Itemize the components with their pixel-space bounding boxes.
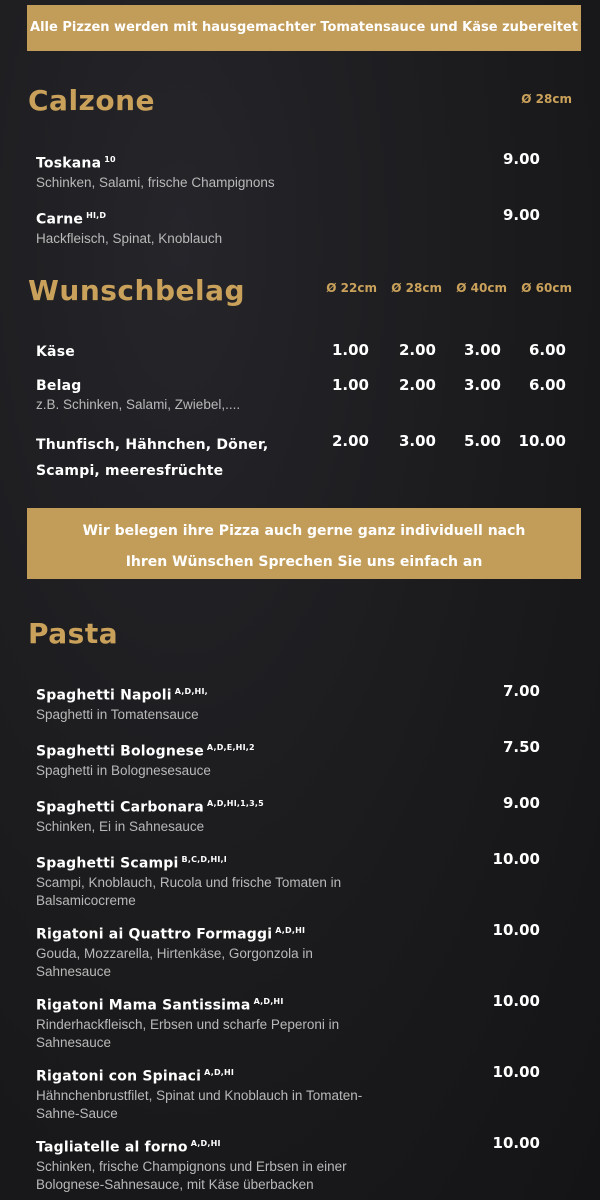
section-title-wunschbelag: Wunschbelag xyxy=(28,274,246,307)
size-header-28: Ø 28cm xyxy=(391,281,442,295)
calzone-size-header: Ø 28cm xyxy=(521,92,572,106)
topping-price: 5.00 xyxy=(463,432,501,450)
item-name: Toskana $^{10}$ xyxy=(36,155,116,172)
menu-item xyxy=(36,682,576,724)
item-description: Hackfleisch, Spinat, Knoblauch xyxy=(36,230,223,246)
topping-price: 1.00 xyxy=(331,341,369,359)
item-description: Gouda, Mozzarella, Hirtenkäse, Gorgonzola in Sahnesauce xyxy=(36,945,313,979)
topping-price: 1.00 xyxy=(331,376,369,394)
size-header-22: Ø 22cm xyxy=(326,281,377,295)
topping-price: 2.00 xyxy=(398,376,436,394)
item-description: Schinken, Salami, frische Champignons xyxy=(36,174,275,190)
topping-name: Thunfisch, Hähnchen, Döner, Scampi, meeresfrüchte xyxy=(36,437,269,479)
item-name: Carne $^{HI,D}$ xyxy=(36,211,107,228)
topping-price: 2.00 xyxy=(331,432,369,450)
size-header-40: Ø 40cm xyxy=(456,281,507,295)
menu-item xyxy=(36,150,576,192)
item-price: 9.00 xyxy=(502,150,540,168)
menu-item xyxy=(36,206,576,248)
item-description: Schinken, Ei in Sahnesauce xyxy=(36,818,205,834)
topping-price: 10.00 xyxy=(518,432,566,450)
topping-price: 3.00 xyxy=(463,341,501,359)
section-title-calzone: Calzone xyxy=(28,84,155,117)
item-name: Spaghetti Bolognese $^{A,D,E,HI,2}$ xyxy=(36,743,255,760)
item-description: Rinderhackfleisch, Erbsen und scharfe Peperoni in Sahnesauce xyxy=(36,1016,340,1050)
topping-price: 6.00 xyxy=(528,341,566,359)
item-price: 10.00 xyxy=(492,921,540,939)
menu-item xyxy=(36,1134,576,1194)
menu-item xyxy=(36,921,576,981)
item-price: 10.00 xyxy=(492,1134,540,1152)
item-price: 9.00 xyxy=(502,206,540,224)
topping-name: Käse xyxy=(36,344,75,360)
topping-price: 2.00 xyxy=(398,341,436,359)
topping-price: 6.00 xyxy=(528,376,566,394)
item-name: Rigatoni Mama Santissima $^{A,D,HI}$ xyxy=(36,997,284,1014)
size-header-60: Ø 60cm xyxy=(521,281,572,295)
item-name: Rigatoni ai Quattro Formaggi $^{A,D,HI}$ xyxy=(36,926,306,943)
item-price: 9.00 xyxy=(502,794,540,812)
section-title-pasta: Pasta xyxy=(28,617,119,650)
item-name: Spaghetti Carbonara $^{A,D,HI,1,3,5}$ xyxy=(36,799,264,816)
menu-item xyxy=(36,738,576,780)
menu-item xyxy=(36,794,576,836)
item-description: Schinken, frische Champignons und Erbsen in einer Bolognese-Sahnesauce, mit Käse überbacken xyxy=(36,1158,347,1192)
item-name: Spaghetti Scampi $^{B,C,D,HI,I}$ xyxy=(36,855,227,872)
item-price: 10.00 xyxy=(492,1063,540,1081)
custom-order-banner: Wir belegen ihre Pizza auch gerne ganz individuell nach Ihren Wünschen Sprechen Sie uns einfach an xyxy=(27,508,581,579)
menu-item xyxy=(36,992,576,1052)
item-description: Spaghetti in Tomatensauce xyxy=(36,706,199,722)
item-description: Spaghetti in Bolognesesauce xyxy=(36,762,211,778)
item-description: Scampi, Knoblauch, Rucola und frische Tomaten in Balsamicocreme xyxy=(36,874,342,908)
menu-item xyxy=(36,1063,576,1123)
top-info-banner: Alle Pizzen werden mit hausgemachter Tomatensauce und Käse zubereitet xyxy=(27,5,581,51)
topping-price: 3.00 xyxy=(463,376,501,394)
item-price: 10.00 xyxy=(492,850,540,868)
item-name: Spaghetti Napoli $^{A,D,HI,}$ xyxy=(36,687,208,704)
topping-name: Belag xyxy=(36,378,82,394)
item-name: Tagliatelle al forno $^{A,D,HI}$ xyxy=(36,1139,221,1156)
item-name: Rigatoni con Spinaci $^{A,D,HI}$ xyxy=(36,1068,235,1085)
topping-description: z.B. Schinken, Salami, Zwiebel,.... xyxy=(36,397,241,412)
item-description: Hähnchenbrustfilet, Spinat und Knoblauch in Tomaten-Sahne-Sauce xyxy=(36,1087,363,1121)
item-price: 7.50 xyxy=(502,738,540,756)
item-price: 10.00 xyxy=(492,992,540,1010)
topping-price: 3.00 xyxy=(398,432,436,450)
item-price: 7.00 xyxy=(502,682,540,700)
menu-item xyxy=(36,850,576,910)
